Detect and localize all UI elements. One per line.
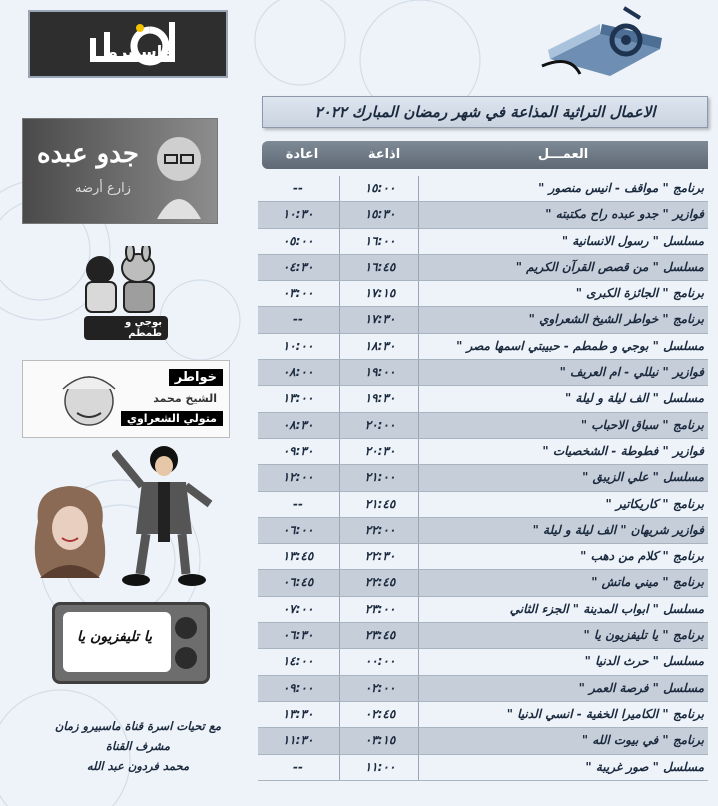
program-name: مسلسل " بوجي و طمطم - حبيبتي اسمها مصر " [456,338,704,353]
rerun-time: ١٣:٣٠ [282,706,314,721]
rerun-time: ٠٨:٠٠ [282,365,314,380]
rerun-time: -- [293,759,303,774]
broadcast-time: ٢١:٤٥ [364,496,396,511]
rerun-time: -- [293,312,303,327]
program-name: مسلسل " صور غريبة " [585,759,704,774]
table-row [258,676,708,702]
program-name: مسلسل " الف ليلة و ليلة " [564,391,704,406]
program-name: فوازير " جدو عبده راح مكتبته " [545,207,704,222]
program-name: برنامج " ميني ماتش " [591,575,704,590]
actress-image [28,482,112,578]
table-row [258,492,708,518]
jido-abdo-image [22,118,218,224]
table-row [258,255,708,281]
program-name: فوازير " نيللي - ام العريف " [559,365,704,380]
table-row [258,176,708,202]
broadcast-time: ٠٢:٠٠ [364,680,396,695]
tv-text: يا تليفزيون يا [77,629,153,645]
tv-image [52,602,210,684]
khawater-l1: خواطر [169,369,223,386]
program-name: مسلسل " رسول الانسانية " [561,233,704,248]
bogy-label: بوجي و طمطم [84,316,168,340]
broadcast-time: ٢٢:٣٠ [364,549,396,564]
header-rerun: اعادة [285,147,319,162]
jido-title: جدو عبده [37,139,139,169]
broadcast-time: ١٥:٣٠ [364,207,396,222]
broadcast-time: ١٧:١٥ [364,286,396,301]
rerun-time: ٠٣:٠٠ [282,286,314,301]
table-row [258,570,708,596]
broadcast-time: ٢٠:٠٠ [364,417,396,432]
rerun-time: ٠٩:٣٠ [282,443,314,458]
broadcast-time: ٢١:٠٠ [364,470,396,485]
broadcast-time: ٢٣:٠٠ [364,601,396,616]
program-name: برنامج " سباق الاحباب " [580,417,704,432]
broadcast-time: ٠٢:٤٥ [364,706,396,721]
tv-screen [63,612,171,672]
credit-line-2: مشرف القناة [105,739,171,753]
rerun-time: ٠٩:٠٠ [282,680,314,695]
program-name: برنامج " الجائزة الكبرى " [575,286,704,301]
rerun-time: -- [293,181,303,195]
table-row [258,465,708,491]
broadcast-time: ٢٣:٤٥ [364,628,396,643]
broadcast-time: ١٦:٠٠ [364,233,396,248]
table-row [258,544,708,570]
logo-text: ماسبيرو [108,42,173,61]
table-row [258,334,708,360]
program-name: مسلسل " حرث الدنيا " [584,654,704,669]
broadcast-time: ١٩:٣٠ [364,391,396,406]
table-row [258,623,708,649]
program-name: برنامج " في بيوت الله " [581,733,704,748]
fatouta-image [112,442,216,588]
rerun-time: ٠٤:٣٠ [282,259,314,274]
credit-line-3: محمد فردون عبد الله [86,759,190,773]
bogy-tamtam-image [72,246,168,338]
rerun-time: ٠٧:٠٠ [282,601,314,616]
rerun-time: ١٠:٠٠ [282,338,314,353]
program-name: برنامج " مواقف - انيس منصور " [538,181,704,195]
khawater-l3: متولي الشعراوي [121,411,223,426]
broadcast-time: ٠٠:٠٠ [364,654,396,669]
table-row [258,702,708,728]
rerun-time: ٠٨:٣٠ [282,417,314,432]
broadcast-time: ٢٢:٠٠ [364,522,396,537]
broadcast-time: ١٩:٠٠ [364,365,396,380]
book-eye-logo [540,4,670,84]
table-row [258,386,708,412]
page-title: الاعمال التراثية المذاعة في شهر رمضان المبارك ٢٠٢٢ [262,96,708,128]
table-row [258,518,708,544]
broadcast-time: ١٦:٤٥ [364,259,396,274]
rerun-time: ١٤:٠٠ [282,654,314,669]
program-name: برنامج " كاريكاتير " [605,496,704,511]
table-row [258,360,708,386]
table-row [258,229,708,255]
broadcast-time: ٠٣:١٥ [364,733,396,748]
table-header [262,141,708,169]
rerun-time: ١٠:٣٠ [282,207,314,222]
program-name: فوازير " فطوطة - الشخصيات " [542,443,704,458]
table-row [258,649,708,675]
credits [20,716,256,776]
jido-subtitle: زارع أرضه [75,181,131,196]
rerun-time: -- [293,496,303,511]
program-name: برنامج " خواطر الشيخ الشعراوي " [528,312,704,327]
table-row [258,202,708,228]
table-row [258,413,708,439]
table-row [258,755,708,781]
broadcast-time: ١٨:٣٠ [364,338,396,353]
khawater-l2: الشيخ محمد [153,392,217,405]
program-name: فوازير شريهان " الف ليلة و ليلة " [532,522,704,537]
rerun-time: ٠٦:٣٠ [282,628,314,643]
program-name: برنامج " الكاميرا الخفية - انسي الدنيا " [506,706,704,721]
rerun-time: ٠٥:٠٠ [282,233,314,248]
table-row [258,597,708,623]
table-row [258,728,708,754]
program-name: برنامج " كلام من دهب " [580,549,704,564]
program-name: مسلسل " ابواب المدينة " الجزء الثاني [509,601,704,616]
table-row [258,307,708,333]
maspero-logo [28,10,228,78]
program-name: برنامج " يا تليفزيون يا " [583,628,704,643]
rerun-time: ٠٦:٠٠ [282,522,314,537]
schedule-table [258,176,708,781]
program-name: مسلسل " علي الزيبق " [582,470,704,485]
table-row [258,439,708,465]
header-broadcast: اذاعة [367,147,401,162]
rerun-time: ١٣:٠٠ [282,391,314,406]
broadcast-time: ١٧:٣٠ [364,312,396,327]
header-program: العمـــل [537,147,589,162]
rerun-time: ١٣:٤٥ [282,549,314,564]
program-name: مسلسل " من قصص القرآن الكريم " [515,259,704,274]
khawater-image [22,360,230,438]
rerun-time: ١٢:٠٠ [282,470,314,485]
rerun-time: ١١:٣٠ [282,733,314,748]
program-name: مسلسل " فرصة العمر " [578,680,704,695]
broadcast-time: ١١:٠٠ [364,759,396,774]
credit-line-1: مع تحيات اسرة قناة ماسبيرو زمان [54,719,222,733]
table-row [258,281,708,307]
broadcast-time: ١٥:٠٠ [364,181,396,195]
broadcast-time: ٢٠:٣٠ [364,443,396,458]
broadcast-time: ٢٢:٤٥ [364,575,396,590]
rerun-time: ٠٦:٤٥ [282,575,314,590]
